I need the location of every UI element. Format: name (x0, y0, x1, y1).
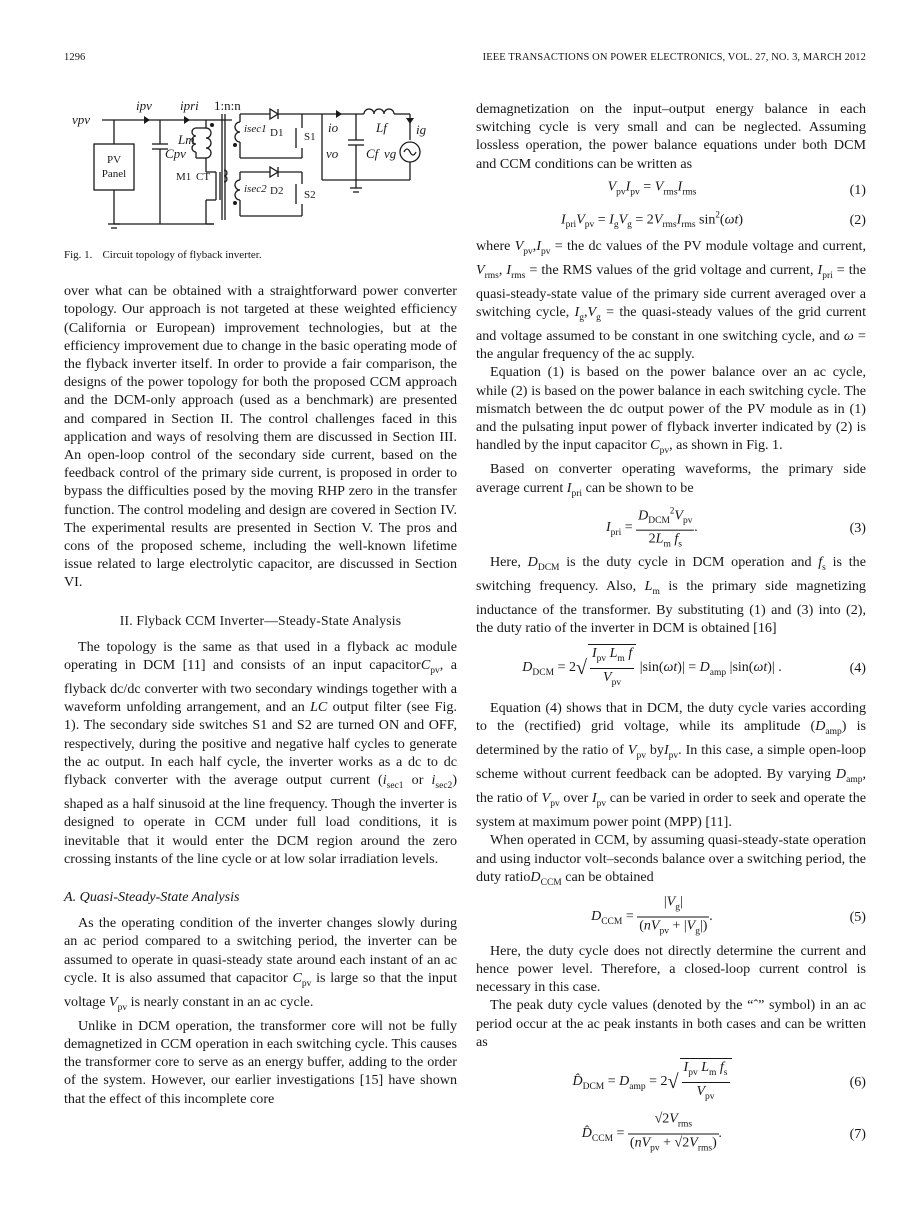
equation-3: $I_{pri}$ = $\frac{D_{DCM}^2V_{pv}}{2L_m f_s}$ . (3) (476, 507, 866, 549)
label-cf: Cf (366, 146, 379, 161)
subsection-title: A. Quasi-Steady-State Analysis (64, 888, 240, 905)
figure-1 (64, 100, 457, 242)
paragraph-primary-current: Based on converter operating waveforms, the primary side average current $I_{pri}$ can be shown to be (476, 461, 866, 499)
equation-2: $I_{pri}V_{pv} = I_gV_g = 2V_{rms}I_{rms}$ $\sin^2(\omega t)$ (2) (560, 209, 866, 230)
paragraph-quasi-steady: As the operating condition of the inverter changes slowly during an ac period compared to a switching period, the inverter can be assumed to operate in quasi-steady state around each instant of an ac cycle. It is also assumed that capacitor $C_{pv}$ is large so that the input voltage $V_{pv}$ is nearly constant in an ac cycle. (64, 915, 457, 1013)
label-m1: M1 (176, 171, 192, 183)
equation-3-number: (3) (849, 519, 866, 536)
label-isec1: isec1 (244, 123, 267, 135)
equation-1-number: (1) (849, 181, 866, 198)
page-number: 1296 (64, 52, 86, 63)
label-vpv: vpv (72, 112, 91, 127)
paragraph-closed-loop: Here, the duty cycle does not directly determine the current and hence power level. Therefore, a closed-loop current control is necessary in this case. (476, 942, 866, 996)
label-s2: S2 (304, 189, 316, 201)
equation-5-number: (5) (849, 908, 866, 925)
caption-text: Circuit topology of flyback inverter. (102, 249, 262, 261)
paragraph-duty-dcm: Here, $D_{DCM}$ is the duty cycle in DCM operation and $f_s$ is the switching frequency. Also, $L_m$ is the primary side magnetizing inductance of the transformer. By substituting (1) and (3) into (2), the duty ratio of the inverter in DCM is obtained [16] (476, 553, 866, 636)
equation-5: $D_{CCM}$ = $\frac{|V_g|}{(nV_{pv} + |V_g|)}$ . (5) (591, 894, 866, 937)
caption-label: Fig. 1. (64, 249, 93, 261)
paragraph-dcm-ccm: Unlike in DCM operation, the transformer core will not be fully demagnetized in CCM operation in each switching cycle. This causes the transformer core to serve as an energy buffer, adding to the order of the system. However, our earlier investigations [15] have shown that the effect of this incomplete core (64, 1017, 457, 1107)
right-column (476, 100, 866, 1159)
paragraph-intro: over what can be obtained with a straightforward power converter topology. Our approach is not targeted at these weighted efficiency (California or European) improvement technologies, but at the efficiency improvement due to change in the basic operating mode of the flyback inverter itself. In order to provide a fair comparison, the designs of the power topology for both the proposed CCM approach and the DCM-only approach (used as a benchmark) are presented and compared in Section II. The control challenges faced in this application and ways of resolving them are discussed in Section III. An open-loop control of the secondary side current, based on the feedback control of the primary side current, is proposed in order to bypass the difficulties posed by the moving RHP zero in the transfer function. The control modeling and design are covered in Section IV. The experimental results are presented in Section V. The pros and cons of the proposed scheme, including the well-known lifetime issue related to large electrolytic capacitor, are discussed in Section VI. (64, 283, 457, 591)
label-isec2: isec2 (244, 183, 267, 195)
label-panel: Panel (101, 168, 127, 180)
circuit-diagram (64, 100, 457, 242)
equation-7-number: (7) (849, 1125, 866, 1142)
label-d2: D2 (270, 185, 284, 197)
label-lm: Lm (178, 132, 195, 147)
label-vo: vo (326, 146, 339, 161)
paragraph-peak-duty: The peak duty cycle values (denoted by the “ˆ” symbol) in an ac period occur at the ac peak instants in both cases and can be written as (476, 997, 866, 1050)
equation-7: $D̂_{CCM}$ = $\frac{√2V_{rms}}{(nV_{pv} + √2V_{rms})}$ . (7) (581, 1111, 866, 1154)
left-column (64, 100, 457, 1108)
paragraph-demagnetization: demagnetization on the input–output energy balance in each switching cycle is very small and can be neglected. Assuming lossless operation, the power balance equations under both DCM and CCM conditions can be written as (476, 101, 866, 172)
label-ct: CT (196, 171, 211, 183)
figure-caption (64, 246, 457, 264)
paragraph-where: where $V_{pv},I_{pv}$ = the dc values of the PV module voltage and current, $V_{rms}$, $I_{rms}$ = the RMS values of the grid voltage and current, $I_{pri}$ = the quasi-steady-state value of the primary side current averaged over a switching cycle, $I_g,V_g$ = the quasi-steady values of the grid current and voltage assumed to be constant in one switching cycle, and ω = the angular frequency of the ac supply. (476, 237, 866, 363)
label-s1: S1 (304, 131, 316, 143)
label-io: io (328, 120, 339, 135)
paragraph-topology: The topology is the same as that used in a flyback ac module operating in DCM [11] and consists of an input capacitorC$_{pv}$, a flyback dc/dc converter with two secondary windings together with a waveform unfolding arrangement, and an LC output filter (see Fig. 1). The secondary side switches S1 and S2 are turned ON and OFF, respectively, during the positive and negative half cycles to generate the ac output. In each half cycle, the inverter works as a dc to dc flyback converter with the average output current ($i_{sec1}$ or $i_{sec2}$) shaped as a half sinusoid at the line frequency. Though the inverter is designed to operate in CCM under full load conditions, it is inevitable that it would enter the DCM region around the zero crossing instants of the line cycle or at low solar irradiation levels. (64, 638, 458, 867)
section-title: II. Flyback CCM Inverter—Steady-State Analysis (119, 612, 402, 628)
paragraph-equation-basis: Equation (1) is based on the power balance over an ac cycle, while (2) is based on the power balance in each switching cycle. The mismatch between the dc output power of the PV module as in (1) and the pulsating input power of flyback inverter indicated by (2) is handled by the input capacitor $C_{pv}$, as shown in Fig. 1. (476, 364, 866, 457)
label-ratio: 1:n:n (214, 100, 241, 113)
label-pv: PV (106, 154, 122, 166)
label-vg: vg (384, 146, 397, 161)
label-ipv: ipv (136, 100, 152, 113)
equation-4-number: (4) (849, 659, 866, 676)
label-ipri: ipri (180, 100, 199, 113)
equation-2-number: (2) (849, 211, 866, 228)
running-header: IEEE TRANSACTIONS ON POWER ELECTRONICS, VOL. 27, NO. 3, MARCH 2012 (482, 52, 866, 63)
paragraph-dcm-duty-variation: Equation (4) shows that in DCM, the duty cycle varies according to the (rectified) grid voltage, while its amplitude $(D_{amp})$ is determined by the ratio of $V_{pv}$ byI$_{pv}$. In this case, a simple open-loop scheme without current feedback can be adopted. By varying $D_{amp}$, the ratio of $V_{pv}$ over $I_{pv}$ can be varied in order to seek and operate the system at maximum power point (MPP) [11]. (476, 699, 867, 831)
label-d1: D1 (270, 127, 284, 139)
equation-1: $V_{pv}I_{pv} = V_{rms}I_{rms}$ (1) (607, 179, 866, 198)
equation-6-number: (6) (849, 1073, 866, 1090)
label-cpv: Cpv (165, 146, 186, 161)
paragraph-ccm: When operated in CCM, by assuming quasi-steady-state operation and using inductor volt–seconds balance over a switching period, the duty ratioD$_{CCM}$ can be obtained (476, 832, 866, 888)
label-ig: ig (416, 122, 427, 137)
equation-4: $D_{DCM} = 2√$ $\frac{I_{pv} L_m f}{V_{pv}}$ $|\sin(\omega t)| = D_{amp}$ |sin(ωt)| . (4) (476, 641, 866, 695)
equation-6: $D̂_{DCM} = D_{amp} = 2√$ $\frac{I_{pv} L_m f_s}{V_{pv}}$ (6) (476, 1055, 866, 1109)
label-lf: Lf (376, 120, 387, 135)
